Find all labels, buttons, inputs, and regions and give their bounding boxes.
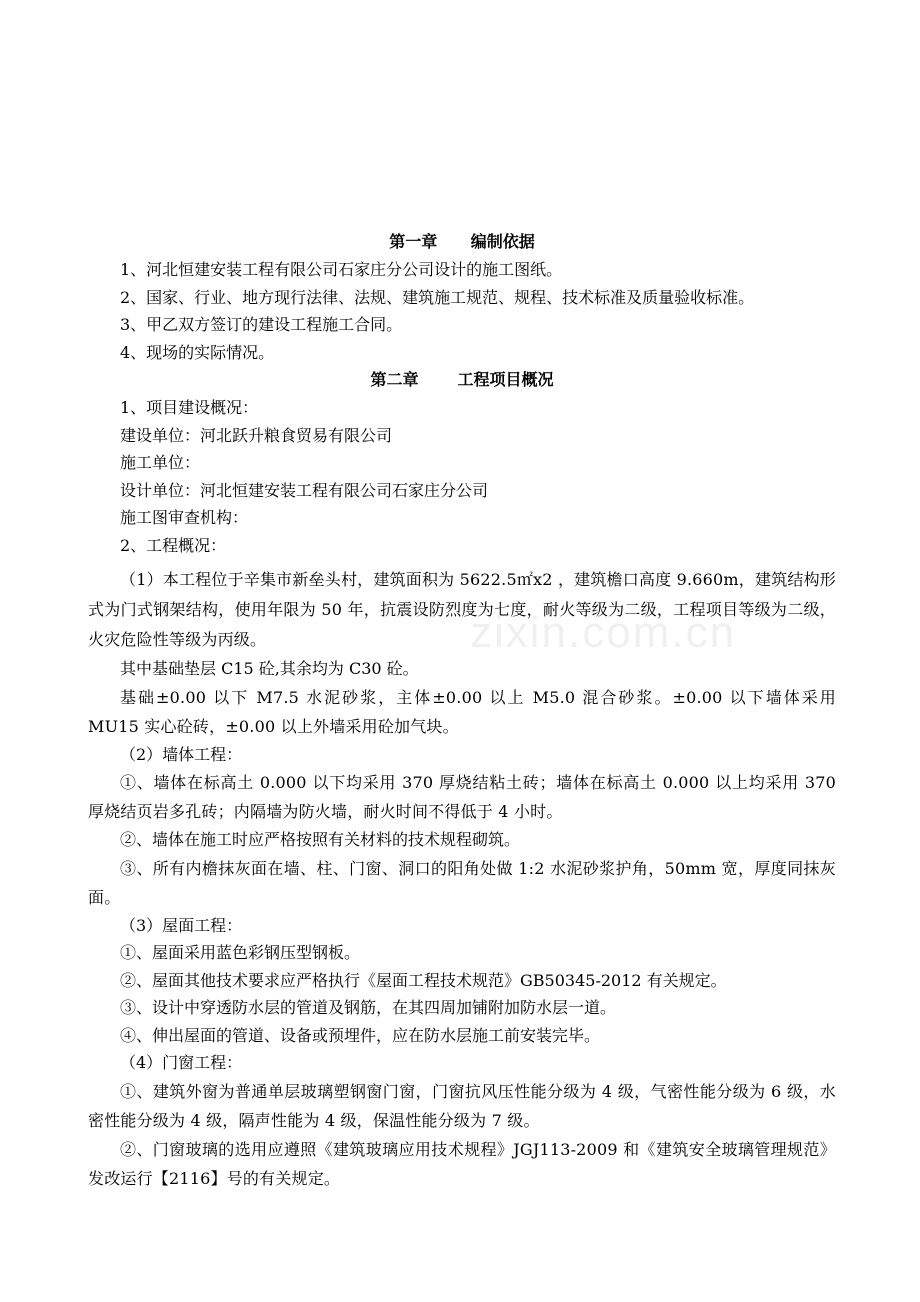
section4-paragraph-2: ②、门窗玻璃的选用应遵照《建筑玻璃应用技术规程》JGJ113-2009 和《建筑安全玻璃管理规范》发改运行【2116】号的有关规定。 — [88, 1139, 836, 1188]
section3-paragraph-3: ③、设计中穿透防水层的管道及钢筋，在其四周加铺附加防水层一道。 — [120, 998, 617, 1017]
builder-line: 建设单位：河北跃升粮食贸易有限公司 — [120, 425, 393, 445]
chapter1-item-1: 1、河北恒建安装工程有限公司石家庄分公司设计的施工图纸。 — [120, 260, 563, 279]
section2-paragraph-1: ①、墙体在标高土 0.000 以下均采用 370 厚烧结粘土砖；墙体在标高土 0.000 以上均采用 370 厚烧结页岩多孔砖；内隔墙为防火墙，耐火时间不得低于 4 小时。 — [88, 773, 836, 821]
section4-paragraph-1: ①、建筑外窗为普通单层玻璃塑钢窗门窗，门窗抗风压性能分级为 4 级，气密性能分级为 6 级，水密性能分级为 4 级，隔声性能为 4 级，保温性能分级为 7 级。 — [88, 1081, 836, 1130]
chapter1-item-3: 3、甲乙双方签订的建设工程施工合同。 — [120, 315, 403, 334]
chapter1-item-2: 2、国家、行业、地方现行法律、法规、建筑施工规范、规程、技术标准及质量验收标准。 — [120, 287, 755, 307]
chapter2-title: 第二章 工程项目概况 — [370, 370, 554, 389]
reviewer-line: 施工图审查机构： — [120, 508, 249, 527]
section2-paragraph-3: ③、所有内檐抹灰面在墙、柱、门窗、洞口的阳角处做 1:2 水泥砂浆护角，50mm 宽，厚度同抹灰面。 — [88, 858, 836, 907]
watermark: zixin.com.cn — [470, 608, 737, 657]
section1-paragraph-1: （1）本工程位于辛集市新垒头村，建筑面积为 5622.5㎡x2 ，建筑檐口高度 9.660m，建筑结构形式为门式钢架结构，使用年限为 50 年，抗震设防烈度为七度，耐火等级为二级，工程项目等级为二级，火灾危险性等级为丙级。 — [88, 570, 837, 649]
section3-heading: （3）屋面工程： — [120, 915, 243, 935]
designer-line: 设计单位：河北恒建安装工程有限公司石家庄分公司 — [120, 480, 489, 500]
section1-paragraph-2: 其中基础垫层 C15 砼,其余均为 C30 砼。 — [120, 659, 419, 678]
contractor-line: 施工单位： — [120, 453, 201, 472]
section3-paragraph-2: ②、屋面其他技术要求应严格执行《屋面工程技术规范》GB50345-2012 有关规定。 — [120, 970, 727, 990]
chapter1-title: 第一章 编制依据 — [389, 232, 535, 251]
section2-paragraph-2: ②、墙体在施工时应严格按照有关材料的技术规程砌筑。 — [120, 830, 521, 849]
overview-heading: 1、项目建设概况： — [120, 398, 259, 417]
section3-paragraph-1: ①、屋面采用蓝色彩钢压型钢板。 — [120, 943, 361, 962]
section2-heading: （2）墙体工程： — [120, 744, 243, 764]
section3-paragraph-4: ④、伸出屋面的管道、设备或预埋件，应在防水层施工前安装完毕。 — [120, 1025, 601, 1045]
chapter1-item-4: 4、现场的实际情况。 — [120, 342, 275, 362]
document-page — [88, 228, 836, 1193]
section1-paragraph-3: 基础±0.00 以下 M7.5 水泥砂浆，主体±0.00 以上 M5.0 混合砂浆。±0.00 以下墙体采用 MU15 实心砼砖，±0.00 以上外墙采用砼加气块。 — [88, 687, 836, 736]
project-heading: 2、工程概况： — [120, 535, 227, 555]
section4-heading: （4）门窗工程： — [120, 1053, 243, 1072]
